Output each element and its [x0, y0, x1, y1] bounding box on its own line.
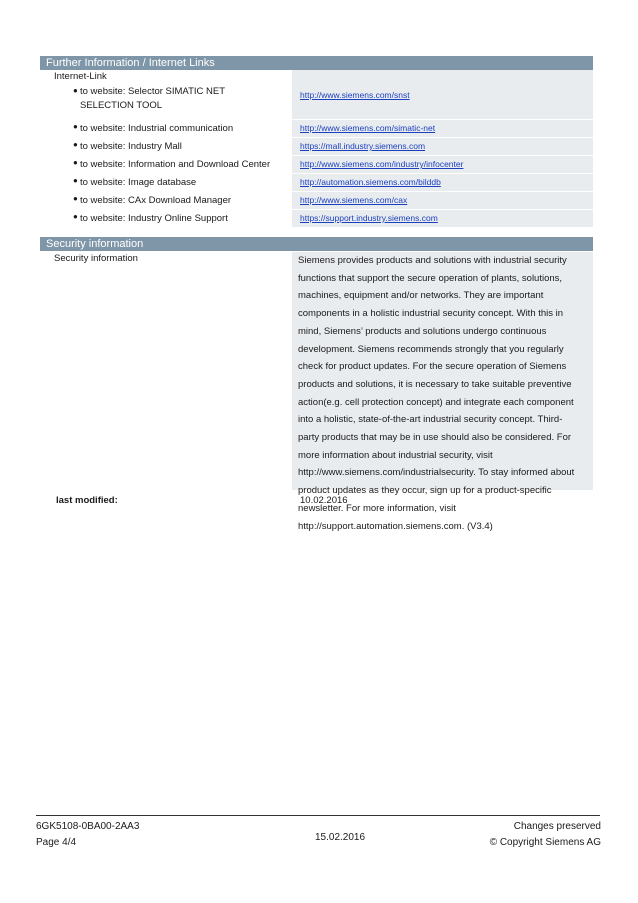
link-row-industrial-communication: [40, 120, 593, 138]
link-label: to website: CAx Download Manager: [80, 195, 232, 206]
last-modified-label: last modified:: [56, 495, 118, 506]
link-label: to website: Selector SIMATIC NET SELECTION TOOL: [80, 86, 225, 111]
security-information-text: Siemens provides products and solutions with industrial security functions that support the secure operation of plants, solutions, machines, equipment and/or networks. They are important components in a holistic industrial security concept. With this in mind, Siemens’ products and solutions undergo continuous development. Siemens recommends strongly that you regularly check for product updates. For the secure operation of Siemens products and solutions, it is necessary to take suitable preventive action(e.g. cell protection concept) and integrate each component into a holistic, state-of-the-art industrial security concept. Third-party products that may be in use should also be considered. For more information about industrial security, visit http://www.siemens.com/industrialsecurity. To stay informed about product updates as they occur, sign up for a product-specific newsletter. For more information, visit http://support.automation.siemens.com. (V3.4): [298, 255, 575, 532]
section-header-further-information: Further Information / Internet Links: [40, 56, 593, 70]
bullet-icon: ●: [73, 194, 78, 203]
link-url[interactable]: http://www.siemens.com/industry/infocenter: [300, 159, 464, 169]
bullet-icon: ●: [73, 158, 78, 167]
bullet-icon: ●: [73, 176, 78, 185]
footer-changes-preserved: Changes preserved: [513, 821, 601, 832]
link-row-online-support: [40, 210, 593, 228]
link-row-cax: [40, 192, 593, 210]
link-url[interactable]: http://www.siemens.com/simatic-net: [300, 123, 436, 133]
internet-link-label: Internet-Link: [54, 71, 107, 82]
link-row-industry-mall: [40, 138, 593, 156]
section-header-security-information: Security information: [40, 237, 593, 251]
bullet-icon: ●: [73, 140, 78, 149]
last-modified-value: 10.02.2016: [300, 495, 348, 506]
link-label: to website: Industrial communication: [80, 123, 234, 134]
link-label: to website: Image database: [80, 177, 197, 188]
footer-divider: [36, 815, 600, 816]
footer-article-number: 6GK5108-0BA00-2AA3: [36, 821, 140, 832]
link-url[interactable]: http://www.siemens.com/snst: [300, 90, 410, 100]
footer-copyright: © Copyright Siemens AG: [489, 837, 601, 848]
link-label: to website: Industry Online Support: [80, 213, 228, 224]
bullet-icon: ●: [73, 86, 78, 95]
internet-link-group-row: [40, 70, 593, 84]
link-label: to website: Industry Mall: [80, 141, 182, 152]
link-url[interactable]: http://www.siemens.com/cax: [300, 195, 408, 205]
bullet-icon: ●: [73, 212, 78, 221]
link-label: to website: Information and Download Center: [80, 159, 271, 170]
link-row-image-database: [40, 174, 593, 192]
link-row-infocenter: [40, 156, 593, 174]
link-url[interactable]: https://mall.industry.siemens.com: [300, 141, 426, 151]
link-url[interactable]: http://automation.siemens.com/bilddb: [300, 177, 441, 187]
footer-date: 15.02.2016: [315, 832, 366, 843]
security-information-label: Security information: [54, 253, 138, 264]
footer-page-number: Page 4/4: [36, 837, 77, 848]
bullet-icon: ●: [73, 122, 78, 131]
link-url[interactable]: https://support.industry.siemens.com: [300, 213, 438, 223]
link-row-snst: [40, 84, 593, 120]
